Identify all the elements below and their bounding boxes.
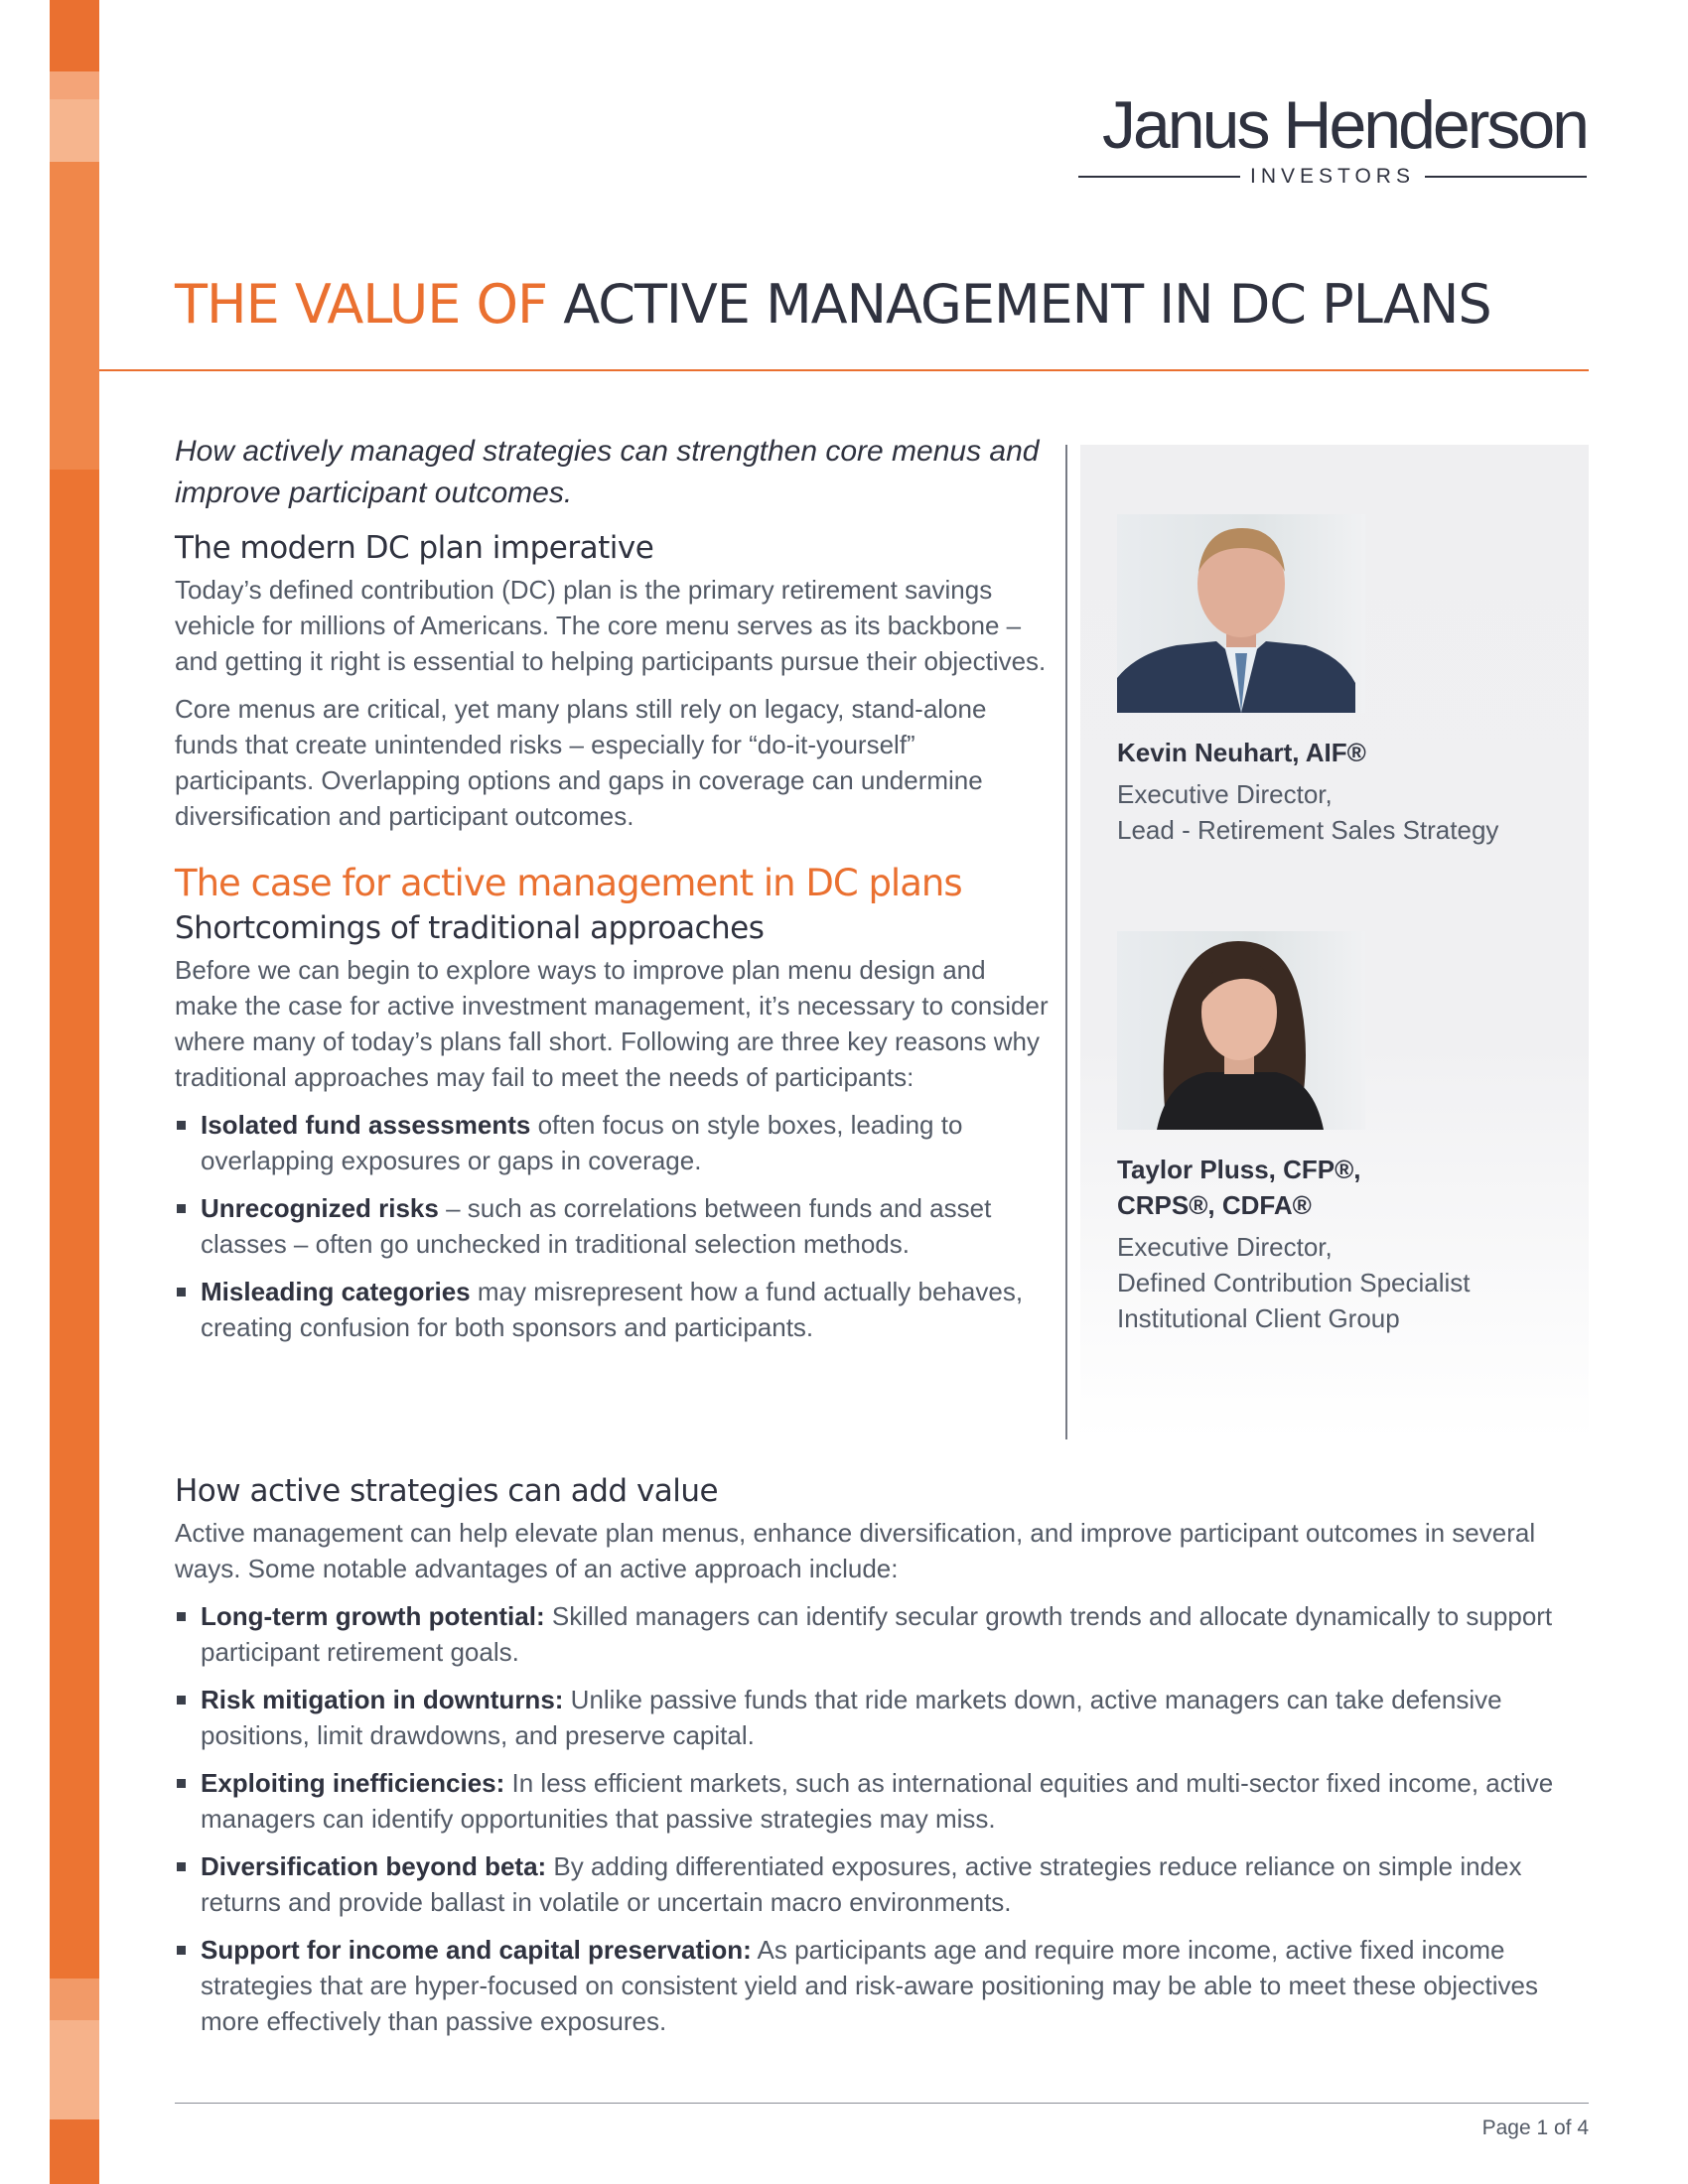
- section-heading-case-active: The case for active management in DC plans: [175, 862, 962, 904]
- list-item-bold: Isolated fund assessments: [201, 1110, 531, 1140]
- logo-subtext: INVESTORS: [1250, 165, 1415, 188]
- author-name: Kevin Neuhart, AIF®: [1117, 738, 1366, 767]
- paragraph: Before we can begin to explore ways to improve plan menu design and make the case for active investment management, it’s necessary to consider where many of today’s plans fall short. Following are three key reasons why traditional approaches may fail to meet the needs of participants:: [175, 955, 1049, 1092]
- list-item-text: Unlike passive funds that ride markets down, active managers can take defensive positions, limit drawdowns, and preserve capital.: [201, 1685, 1502, 1750]
- title-rest: ACTIVE MANAGEMENT IN DC PLANS: [563, 273, 1491, 336]
- list-item: [175, 1765, 1589, 1837]
- list-item-text: By adding differentiated exposures, active strategies reduce reliance on simple index returns and provide ballast in volatile or uncertain macro environments.: [201, 1851, 1522, 1917]
- logo-subline: [1078, 165, 1587, 189]
- title-divider: [99, 369, 1589, 371]
- list-item-bold: Risk mitigation in downturns:: [201, 1685, 564, 1714]
- stripe-segment: [50, 0, 99, 71]
- section-heading-add-value: How active strategies can add value: [175, 1473, 719, 1509]
- advantages-list: [175, 1598, 1589, 2039]
- list-item: [175, 1274, 1049, 1345]
- list-item: [175, 1190, 1049, 1262]
- list-item-bold: Diversification beyond beta:: [201, 1851, 547, 1881]
- author-role: Executive Director,: [1117, 779, 1333, 809]
- active-value-section: [175, 1473, 1589, 2051]
- list-item-bold: Long-term growth potential:: [201, 1601, 545, 1631]
- list-item: [175, 1598, 1589, 1670]
- page-title: [175, 273, 1491, 336]
- stripe-segment: [50, 2020, 99, 2119]
- section-heading-modern-dc: The modern DC plan imperative: [175, 530, 654, 566]
- stripe-segment: [50, 162, 99, 470]
- paragraph: Today’s defined contribution (DC) plan is the primary retirement savings vehicle for millions of Americans. The core menu serves as its backbone – and getting it right is essential to helping participants pursue their objectives.: [175, 575, 1047, 676]
- main-column: [175, 431, 1049, 1357]
- shortcomings-list: [175, 1107, 1049, 1345]
- list-item-bold: Exploiting inefficiencies:: [201, 1768, 505, 1798]
- author-role: Lead - Retirement Sales Strategy: [1117, 815, 1499, 845]
- author-credentials: CRPS®, CDFA®: [1117, 1190, 1312, 1220]
- author-role: Institutional Client Group: [1117, 1303, 1400, 1333]
- author-photo-taylor: [1117, 931, 1365, 1130]
- list-item-text: In less efficient markets, such as international equities and multi-sector fixed income, active managers can identify opportunities that passive strategies may miss.: [201, 1768, 1554, 1834]
- subtitle: How actively managed strategies can strengthen core menus and improve participant outcomes.: [175, 435, 1040, 509]
- list-item: [175, 1848, 1589, 1920]
- list-item-text: Skilled managers can identify secular growth trends and allocate dynamically to support participant retirement goals.: [201, 1601, 1553, 1667]
- stripe-segment: [50, 470, 99, 1979]
- authors-sidebar: [1080, 445, 1589, 1439]
- logo-rule-right: [1425, 176, 1587, 178]
- list-item-text: As participants age and require more income, active fixed income strategies that are hyper-focused on consistent yield and risk-aware positioning may be able to meet these objectives more effectively than passive exposures.: [201, 1935, 1538, 2036]
- footer-divider: [175, 2103, 1589, 2104]
- subheading-shortcomings: Shortcomings of traditional approaches: [175, 910, 765, 946]
- stripe-segment: [50, 99, 99, 162]
- author-name: Taylor Pluss, CFP®,: [1117, 1155, 1361, 1184]
- stripe-segment: [50, 1979, 99, 2020]
- stripe-segment: [50, 2119, 99, 2184]
- list-item-text: may misrepresent how a fund actually behaves, creating confusion for both sponsors and participants.: [201, 1277, 1024, 1342]
- list-item-bold: Unrecognized risks: [201, 1193, 439, 1223]
- paragraph: Core menus are critical, yet many plans still rely on legacy, stand-alone funds that create unintended risks – especially for “do-it-yourself” participants. Overlapping options and gaps in coverage can undermine diversification and participant outcomes.: [175, 694, 987, 831]
- list-item-bold: Misleading categories: [201, 1277, 471, 1306]
- person-portrait-icon: [1117, 514, 1365, 713]
- stripe-segment: [50, 71, 99, 99]
- list-item-bold: Support for income and capital preservation:: [201, 1935, 752, 1965]
- author-role: Executive Director,: [1117, 1232, 1333, 1262]
- list-item-text: – such as correlations between funds and asset classes – often go unchecked in traditional selection methods.: [201, 1193, 992, 1259]
- person-portrait-icon: [1117, 931, 1365, 1130]
- author-role: Defined Contribution Specialist: [1117, 1268, 1471, 1297]
- paragraph: Active management can help elevate plan menus, enhance diversification, and improve participant outcomes in several ways. Some notable advantages of an active approach include:: [175, 1518, 1536, 1583]
- logo-rule-left: [1078, 176, 1240, 178]
- logo-wordmark: Janus Henderson: [1101, 87, 1587, 163]
- sidebar-divider: [1065, 445, 1067, 1439]
- list-item: [175, 1107, 1049, 1178]
- author-photo-kevin: [1117, 514, 1365, 713]
- list-item: [175, 1932, 1589, 2039]
- company-logo: [1070, 87, 1587, 189]
- list-item-text: often focus on style boxes, leading to overlapping exposures or gaps in coverage.: [201, 1110, 963, 1175]
- list-item: [175, 1682, 1589, 1753]
- page-number: Page 1 of 4: [1481, 2116, 1589, 2139]
- title-accent: THE VALUE OF: [175, 273, 548, 336]
